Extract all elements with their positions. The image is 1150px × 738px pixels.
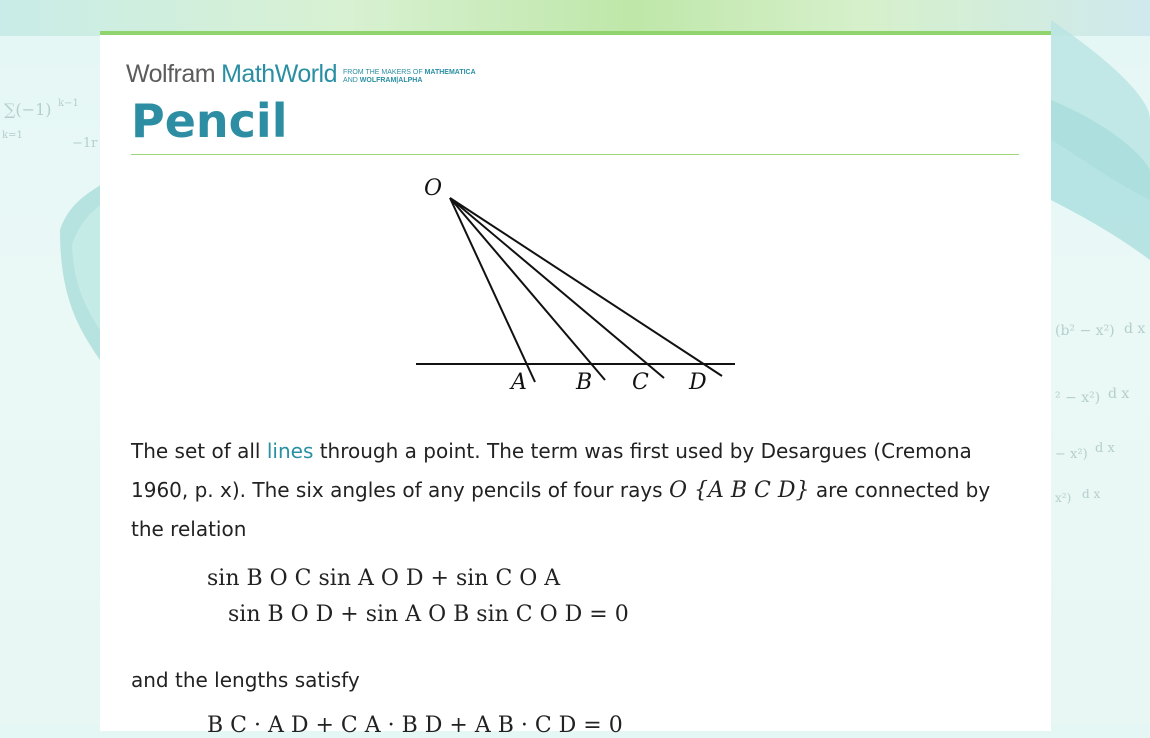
label-b: B xyxy=(576,370,593,395)
svg-text:d x: d x xyxy=(1095,441,1115,456)
ray-ob xyxy=(450,198,605,380)
tagline-line2-prefix: AND xyxy=(343,77,358,84)
mathworld-logo[interactable] xyxy=(126,60,476,88)
svg-text:∑(−1): ∑(−1) xyxy=(4,100,52,119)
pencil-figure xyxy=(410,170,740,400)
logo-tagline xyxy=(343,69,476,85)
tagline-line2-bold: WOLFRAM|ALPHA xyxy=(359,77,423,84)
tagline-line1-bold: MATHEMATICA xyxy=(424,69,476,76)
svg-text:k=1: k=1 xyxy=(2,130,23,141)
intro-text-3: are connected by the relation xyxy=(131,477,991,541)
label-d: D xyxy=(689,370,707,395)
logo-wolfram-text: Wolfram xyxy=(126,60,216,88)
tagline-line1-prefix: FROM THE MAKERS OF xyxy=(343,69,423,76)
svg-text:(b² − x²): (b² − x²) xyxy=(1055,323,1115,339)
label-c: C xyxy=(632,370,649,395)
svg-text:d x: d x xyxy=(1082,487,1101,501)
equation-1-line-1: sin B O C sin A O D + sin C O A xyxy=(207,566,561,591)
lengths-paragraph: and the lengths satisfy xyxy=(131,668,360,692)
svg-text:d x: d x xyxy=(1108,386,1130,402)
ray-oc xyxy=(450,198,664,378)
svg-text:k−1: k−1 xyxy=(58,98,79,109)
intro-text-1: The set of all xyxy=(131,439,267,463)
svg-text:d x: d x xyxy=(1124,321,1146,337)
equation-2: B C · A D + C A · B D + A B · C D = 0 xyxy=(207,713,623,738)
svg-text:− x²): − x²) xyxy=(1055,447,1088,462)
logo-mathworld-text: MathWorld xyxy=(221,60,338,88)
title-divider xyxy=(131,154,1019,155)
label-o: O xyxy=(424,176,443,201)
svg-text:² − x²): ² − x²) xyxy=(1055,390,1101,406)
intro-text-2: through a point. The term was first used by Desargues (Cremona 1960, p. x). The six angles of any pencils of four rays xyxy=(131,439,972,502)
intro-paragraph xyxy=(131,432,1019,549)
article-card xyxy=(100,31,1051,738)
page-title: Pencil xyxy=(131,94,288,148)
svg-text:−1r: −1r xyxy=(72,136,98,151)
lines-link[interactable]: lines xyxy=(266,439,314,463)
equation-1-line-2: sin B O D + sin A O B sin C O D = 0 xyxy=(228,602,629,627)
label-a: A xyxy=(511,370,527,395)
svg-text:x²): x²) xyxy=(1055,491,1072,505)
pencil-notation: O {A B C D} xyxy=(668,477,810,503)
